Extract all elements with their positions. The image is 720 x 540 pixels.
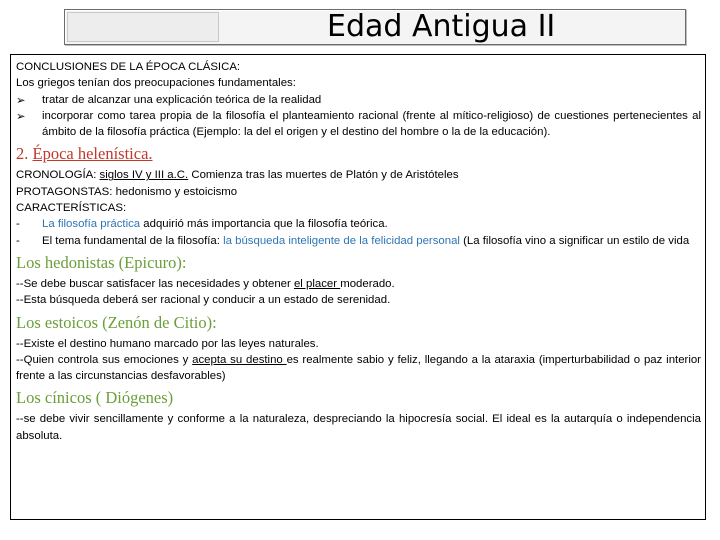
highlight-text: la búsqueda inteligente de la felicidad personal bbox=[223, 234, 460, 247]
list-item bbox=[16, 233, 701, 249]
conclusiones-intro: Los griegos tenían dos preocupaciones fundamentales: bbox=[16, 77, 296, 90]
caracteristicas-label: CARACTERÍSTICAS: bbox=[16, 202, 127, 215]
caracteristica-text bbox=[42, 233, 701, 249]
protagonistas-line: PROTAGONSTAS: hedonismo y estoicismo bbox=[16, 185, 238, 198]
dash-bullet: - bbox=[16, 234, 20, 247]
dash-bullet: - bbox=[16, 218, 20, 231]
plain-text: --Quien controla sus emociones y bbox=[16, 353, 193, 366]
plain-text: es realmente sabio y feliz, llegando a la ataraxia (imperturbabilidad o paz interior frente a las circunstancias desfavorables) bbox=[16, 353, 701, 383]
arrow-bullet-icon: ➢ bbox=[16, 92, 26, 107]
underlined-text: el placer bbox=[293, 277, 341, 290]
estoicos-line-2 bbox=[16, 352, 701, 385]
plain-text: El tema fundamental de la filosofía: bbox=[42, 234, 224, 247]
list-item bbox=[16, 92, 701, 108]
cronologia-label: CRONOLOGÍA: bbox=[16, 169, 100, 182]
caracteristica-text bbox=[42, 216, 701, 232]
estoicos-heading: Los estoicos (Zenón de Citio): bbox=[16, 312, 217, 332]
heading-number: 2. bbox=[16, 144, 29, 164]
list-item bbox=[16, 108, 701, 141]
arrow-bullet-icon: ➢ bbox=[16, 108, 26, 123]
highlight-text: La filosofía práctica bbox=[42, 218, 141, 231]
title-decoration bbox=[67, 12, 219, 42]
plain-text: (La filosofía vino a significar un estilo de vida bbox=[459, 234, 690, 247]
slide-title: Edad Antigua II bbox=[327, 9, 556, 44]
bullet-text: incorporar como tarea propia de la filosofía el planteamiento racional (frente al mítico-religioso) de cuestiones pertenecientes al ámbito de la filosofía práctica (Ejemplo: la del el origen y el destino del hombre o la de la educación). bbox=[42, 109, 701, 139]
plain-text: --Se debe buscar satisfacer las necesidades y obtener bbox=[16, 277, 294, 290]
title-bar bbox=[64, 9, 686, 45]
cinicos-heading: Los cínicos ( Diógenes) bbox=[16, 388, 174, 408]
cronologia-line bbox=[16, 167, 701, 183]
conclusiones-heading: CONCLUSIONES DE LA ÉPOCA CLÁSICA: bbox=[16, 61, 241, 73]
content-box bbox=[10, 54, 706, 520]
hedonistas-heading: Los hedonistas (Epicuro): bbox=[16, 252, 187, 272]
cronologia-dates: siglos IV y III a.C. bbox=[99, 169, 189, 182]
helenistica-heading bbox=[16, 143, 701, 165]
cinicos-line-1: --se debe vivir sencillamente y conforme a la naturaleza, despreciando la hipocresía social. El ideal es la autarquía o independencia absoluta. bbox=[16, 413, 701, 442]
hedonistas-line-1 bbox=[16, 276, 701, 292]
estoicos-line-1: --Existe el destino humano marcado por las leyes naturales. bbox=[16, 337, 319, 350]
list-item bbox=[16, 216, 701, 232]
plain-text: adquirió más importancia que la filosofía teórica. bbox=[140, 218, 388, 231]
hedonistas-line-2: --Esta búsqueda deberá ser racional y conducir a un estado de serenidad. bbox=[16, 294, 391, 307]
cronologia-rest: Comienza tras las muertes de Platón y de Aristóteles bbox=[188, 169, 459, 182]
underlined-text: acepta su destino bbox=[192, 353, 287, 366]
bullet-text: tratar de alcanzar una explicación teórica de la realidad bbox=[42, 93, 322, 106]
heading-text: Época helenística. bbox=[32, 144, 153, 164]
plain-text: moderado. bbox=[340, 277, 395, 290]
